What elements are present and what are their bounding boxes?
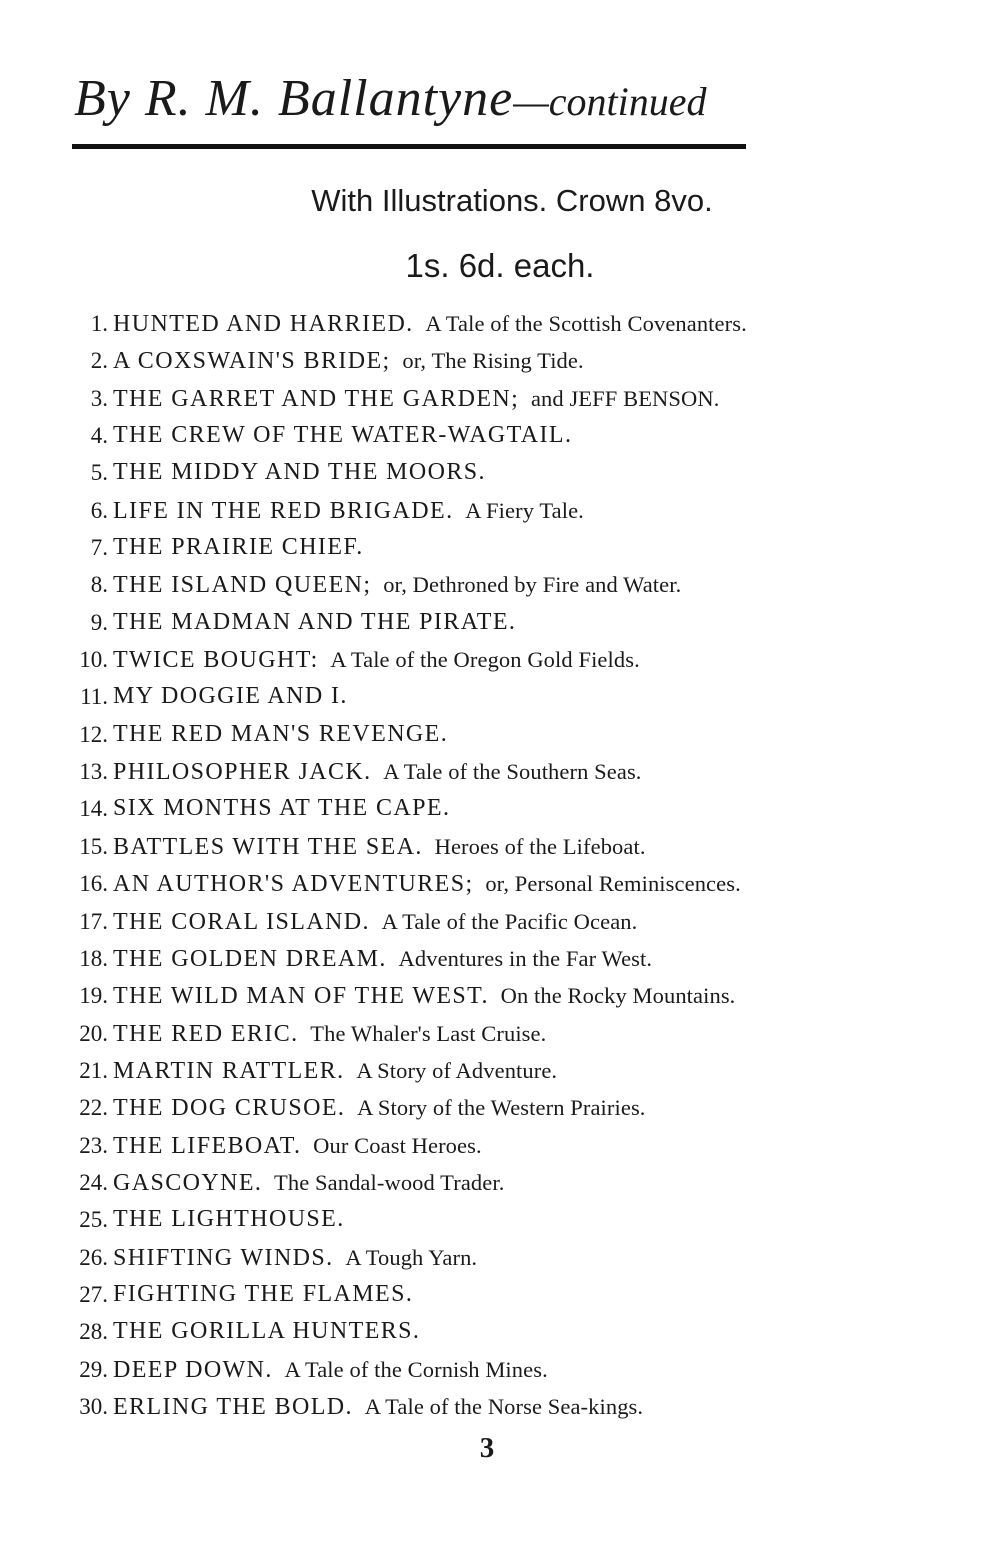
list-item (0, 641, 1000, 678)
list-item (0, 417, 1000, 454)
entry-subtitle: A Tale of the Pacific Ocean. (381, 908, 638, 934)
entry-title: TWICE BOUGHT: (113, 647, 319, 674)
entry-number: 3. (90, 385, 108, 411)
price-line: 1s. 6d. each. (405, 247, 595, 284)
list-item (0, 790, 1000, 827)
list-item (0, 604, 1000, 641)
entry-title: BATTLES WITH THE SEA. (113, 833, 423, 860)
list-item (0, 865, 1000, 902)
entry-number: 8. (90, 572, 108, 598)
entry-text (113, 1351, 548, 1389)
entry-text (113, 753, 642, 791)
list-item (0, 1351, 1000, 1388)
entry-text (113, 641, 640, 679)
entry-text (113, 1201, 345, 1238)
entry-title: THE ISLAND QUEEN; (113, 572, 372, 599)
entry-title: THE MIDDY AND THE MOORS. (113, 459, 486, 486)
list-item (0, 1201, 1000, 1238)
entry-number: 1. (90, 311, 108, 336)
entry-number: 5. (90, 460, 108, 486)
list-item (0, 1052, 1000, 1089)
entry-text (113, 1089, 646, 1127)
list-item (0, 678, 1000, 715)
entry-subtitle: A Fiery Tale. (465, 497, 584, 523)
entry-text (113, 678, 348, 715)
entry-text (113, 454, 486, 491)
entry-text (113, 342, 584, 380)
page-heading (74, 62, 774, 139)
entry-text (113, 903, 637, 941)
entry-text (113, 865, 741, 903)
format-line: With Illustrations. Crown 8vo. (311, 183, 713, 218)
entry-number: 29. (79, 1356, 108, 1382)
entry-text (113, 1276, 413, 1313)
entry-subtitle: Heroes of the Lifeboat. (434, 833, 646, 859)
entry-number: 14. (79, 796, 108, 822)
list-item (0, 1313, 1000, 1350)
entry-number: 6. (90, 497, 108, 523)
entry-number: 27. (79, 1281, 108, 1307)
entry-title: THE LIFEBOAT. (113, 1132, 302, 1159)
list-item (0, 753, 1000, 790)
entry-subtitle: A Story of the Western Prairies. (357, 1095, 646, 1121)
list-item (0, 1127, 1000, 1164)
entry-title: MARTIN RATTLER. (113, 1057, 345, 1084)
entry-number: 30. (79, 1393, 108, 1419)
entry-subtitle: A Story of Adventure. (356, 1057, 558, 1083)
heading-rule (72, 144, 746, 149)
entry-subtitle: The Sandal-wood Trader. (274, 1169, 505, 1195)
list-item (0, 1089, 1000, 1126)
entry-number: 20. (79, 1020, 108, 1046)
entry-subtitle: or, Personal Reminiscences. (485, 871, 741, 897)
list-item (0, 342, 1000, 379)
entry-text (113, 940, 652, 978)
entry-number: 23. (79, 1132, 108, 1158)
entry-title: THE CORAL ISLAND. (113, 908, 370, 935)
entry-number: 22. (79, 1095, 108, 1121)
entry-number: 16. (79, 871, 108, 897)
entry-text (113, 566, 681, 604)
entry-number: 4. (90, 423, 108, 449)
list-item (0, 977, 1000, 1014)
entry-text (113, 1015, 546, 1053)
entry-title: MY DOGGIE AND I. (113, 683, 348, 710)
entry-text (113, 380, 719, 418)
entry-number: 11. (80, 684, 108, 710)
entry-subtitle: Our Coast Heroes. (313, 1132, 482, 1158)
entry-text (113, 305, 747, 343)
list-item (0, 1276, 1000, 1313)
list-item (0, 454, 1000, 491)
entry-title: THE CREW OF THE WATER-WAGTAIL. (113, 422, 573, 449)
entry-title: THE WILD MAN OF THE WEST. (113, 983, 489, 1010)
entry-number: 15. (79, 833, 108, 859)
entry-text (113, 1052, 557, 1090)
entry-number: 12. (79, 721, 108, 747)
entry-number: 25. (79, 1207, 108, 1233)
entry-text (113, 417, 572, 454)
entry-subtitle: A Tale of the Oregon Gold Fields. (330, 647, 640, 673)
entry-title: THE RED MAN'S REVENGE. (113, 720, 449, 747)
list-item (0, 1164, 1000, 1201)
entry-title: HUNTED AND HARRIED. (113, 311, 414, 337)
entry-number: 21. (79, 1057, 108, 1083)
entry-text (113, 604, 516, 641)
entry-number: 18. (79, 945, 108, 971)
entry-number: 2. (90, 348, 108, 374)
entry-text (113, 1127, 482, 1165)
list-item (0, 492, 1000, 529)
entry-title: THE GOLDEN DREAM. (113, 945, 387, 972)
entry-title: THE GORILLA HUNTERS. (113, 1318, 421, 1345)
entry-number: 26. (79, 1244, 108, 1270)
entry-subtitle: A Tale of the Southern Seas. (383, 759, 642, 785)
list-item (0, 1015, 1000, 1052)
list-item (0, 716, 1000, 753)
entry-text (113, 1388, 643, 1426)
entry-subtitle: or, The Rising Tide. (402, 348, 584, 374)
list-item (0, 1239, 1000, 1276)
entry-number: 10. (79, 647, 108, 673)
entry-subtitle: or, Dethroned by Fire and Water. (383, 572, 682, 598)
entry-title: THE MADMAN AND THE PIRATE. (113, 608, 517, 635)
page-number-text: 3 (479, 1432, 495, 1464)
entry-title: GASCOYNE. (113, 1169, 263, 1196)
list-item (0, 529, 1000, 566)
entry-subtitle: The Whaler's Last Cruise. (310, 1020, 547, 1046)
entry-number: 9. (90, 609, 108, 635)
entry-number: 28. (79, 1319, 108, 1345)
entry-number: 7. (90, 535, 108, 561)
entry-title: THE PRAIRIE CHIEF. (113, 534, 364, 561)
list-item (0, 940, 1000, 977)
entry-number: 13. (79, 759, 108, 785)
entry-title: SIX MONTHS AT THE CAPE. (113, 795, 451, 822)
entry-text (113, 716, 448, 753)
entry-title: AN AUTHOR'S ADVENTURES; (113, 871, 474, 898)
entry-text (113, 529, 364, 566)
list-item (0, 380, 1000, 417)
entry-title: ERLING THE BOLD. (113, 1393, 353, 1420)
list-item (0, 1388, 1000, 1425)
entry-text (113, 828, 646, 866)
list-item (0, 903, 1000, 940)
entry-title: LIFE IN THE RED BRIGADE. (113, 497, 454, 524)
entry-title: FIGHTING THE FLAMES. (113, 1280, 414, 1307)
heading-continued: —continued (513, 79, 707, 124)
entry-title: THE DOG CRUSOE. (113, 1095, 346, 1122)
entry-subtitle: On the Rocky Mountains. (500, 983, 736, 1009)
entry-text (113, 1164, 504, 1202)
entry-title: THE RED ERIC. (113, 1020, 299, 1047)
entry-subtitle: A Tale of the Norse Sea-kings. (364, 1393, 644, 1419)
entry-number: 24. (79, 1169, 108, 1195)
entry-text (113, 977, 735, 1015)
entry-title: THE LIGHTHOUSE. (113, 1206, 345, 1233)
list-item (0, 566, 1000, 603)
entry-text (113, 1239, 477, 1277)
entry-subtitle: A Tough Yarn. (345, 1244, 478, 1270)
entry-title: THE GARRET AND THE GARDEN; (113, 385, 520, 412)
list-item (0, 305, 1000, 342)
entry-subtitle: A Tale of the Scottish Covenanters. (425, 311, 747, 336)
entry-subtitle: and JEFF BENSON. (530, 385, 720, 411)
entry-subtitle: A Tale of the Cornish Mines. (284, 1356, 548, 1382)
entry-number: 19. (79, 983, 108, 1009)
entry-title: A COXSWAIN'S BRIDE; (113, 348, 391, 375)
entry-title: DEEP DOWN. (113, 1356, 273, 1383)
entry-title: PHILOSOPHER JACK. (113, 759, 372, 786)
entry-title: SHIFTING WINDS. (113, 1244, 334, 1271)
heading-author: By R. M. Ballantyne (74, 70, 514, 127)
entry-text (113, 1313, 420, 1350)
entry-subtitle: Adventures in the Far West. (398, 945, 653, 971)
entry-text (113, 492, 584, 530)
title-list (0, 305, 1000, 1425)
entry-text (113, 790, 450, 827)
page-number (0, 1428, 1000, 1468)
entry-number: 17. (79, 908, 108, 934)
list-item (0, 828, 1000, 865)
